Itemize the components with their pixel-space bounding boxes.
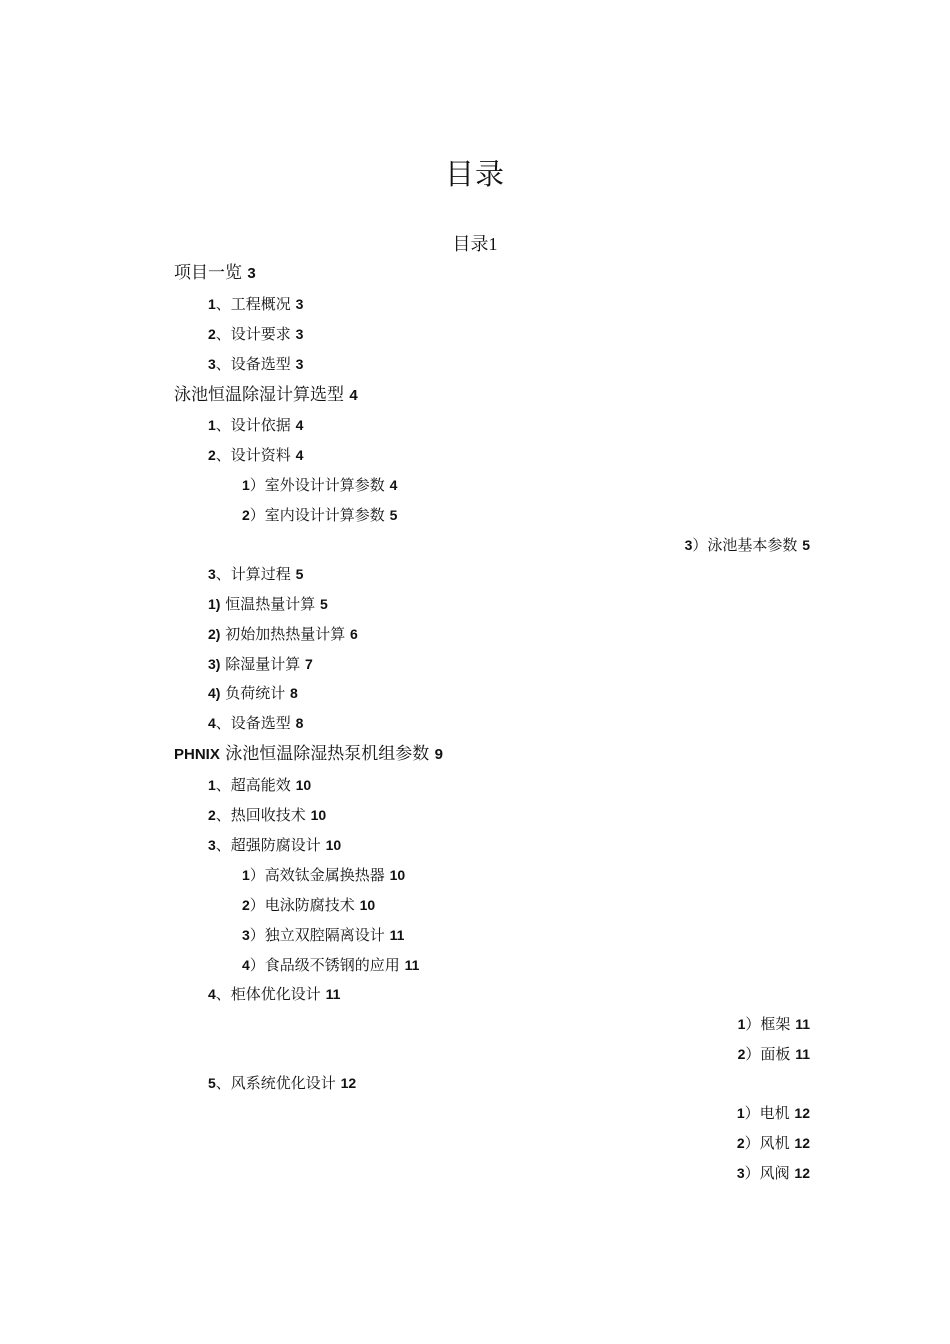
- entry-text: 负荷统计: [225, 684, 286, 702]
- entry-page: 11: [404, 957, 420, 973]
- toc-heading: [0, 230, 950, 256]
- entry-page: 11: [795, 1016, 810, 1032]
- entry-page: 6: [350, 626, 358, 642]
- toc-entry[interactable]: [208, 445, 303, 465]
- toc-entry[interactable]: [208, 594, 328, 614]
- entry-text: ）泳池基本参数: [692, 536, 798, 554]
- toc-entry[interactable]: [208, 564, 303, 584]
- entry-page: 11: [795, 1046, 810, 1062]
- entry-page: 3: [295, 326, 304, 342]
- entry-page: 5: [320, 596, 328, 612]
- entry-page: 8: [290, 685, 298, 701]
- entry-page: 8: [295, 715, 304, 731]
- toc-entry[interactable]: [208, 835, 341, 855]
- entry-text: 、风系统优化设计: [215, 1074, 336, 1092]
- entry-mark: 1: [242, 477, 250, 493]
- entry-text: 项目一览: [174, 263, 242, 283]
- toc-entry[interactable]: [242, 955, 419, 975]
- entry-text: 泳池恒温除湿热泵机组参数: [225, 744, 430, 764]
- entry-mark: 2: [208, 807, 216, 823]
- entry-page: 4: [389, 477, 398, 493]
- toc-heading-text: 目录: [452, 234, 489, 255]
- toc-entry[interactable]: [737, 1133, 810, 1153]
- toc-entry[interactable]: [208, 354, 303, 374]
- entry-page: 3: [295, 356, 304, 372]
- entry-mark: 4: [208, 986, 216, 1002]
- toc-entry[interactable]: [208, 415, 303, 435]
- entry-mark: 1: [208, 777, 216, 793]
- entry-mark: 1: [737, 1016, 746, 1032]
- toc-entry[interactable]: [208, 775, 311, 795]
- entry-page: 12: [794, 1105, 810, 1121]
- toc-entry[interactable]: [737, 1163, 810, 1183]
- toc-entry[interactable]: [174, 743, 443, 766]
- toc-entry[interactable]: [208, 683, 298, 703]
- entry-mark: 2: [242, 507, 250, 523]
- entry-mark: 4: [242, 957, 250, 973]
- entry-text: 初始加热热量计算: [225, 625, 346, 643]
- entry-text: 恒温热量计算: [225, 595, 316, 613]
- entry-text: 、计算过程: [215, 565, 291, 583]
- entry-text: ）食品级不锈钢的应用: [249, 956, 400, 974]
- toc-entry[interactable]: [208, 1073, 356, 1093]
- entry-text: 、设计要求: [215, 325, 291, 343]
- entry-text: ）电泳防腐技术: [249, 896, 355, 914]
- entry-page: 5: [802, 537, 810, 553]
- entry-mark: 3: [208, 356, 216, 372]
- entry-page: 4: [295, 417, 304, 433]
- entry-text: 、设计依据: [215, 416, 291, 434]
- entry-text: 、设备选型: [215, 714, 291, 732]
- toc-entry[interactable]: [208, 654, 313, 674]
- entry-page: 11: [325, 986, 341, 1002]
- entry-mark: 1: [208, 296, 216, 312]
- toc-entry[interactable]: [208, 324, 303, 344]
- entry-mark: 5: [208, 1075, 216, 1091]
- entry-mark: 3: [242, 927, 250, 943]
- entry-text: 、超高能效: [215, 776, 291, 794]
- entry-page: 4: [295, 447, 304, 463]
- entry-text: 、超强防腐设计: [215, 836, 321, 854]
- page-title: 目录: [444, 157, 505, 191]
- entry-mark: 1): [208, 596, 221, 612]
- entry-page: 10: [310, 807, 327, 823]
- entry-mark: 2: [737, 1046, 746, 1062]
- entry-page: 10: [325, 837, 342, 853]
- entry-mark: 2: [242, 897, 250, 913]
- toc-entry[interactable]: [737, 1103, 810, 1123]
- entry-page: 11: [389, 927, 405, 943]
- toc-entry[interactable]: [242, 865, 405, 885]
- entry-page: 10: [389, 867, 406, 883]
- entry-text: ）风机: [744, 1134, 790, 1152]
- entry-mark: 2: [208, 447, 216, 463]
- toc-entry[interactable]: [208, 294, 303, 314]
- entry-mark: 2: [736, 1135, 745, 1151]
- entry-mark: 3: [684, 537, 693, 553]
- entry-text: ）面板: [745, 1045, 791, 1063]
- entry-text: 泳池恒温除湿计算选型: [174, 385, 344, 405]
- entry-text: ）风阀: [744, 1164, 790, 1182]
- entry-page: 10: [359, 897, 376, 913]
- entry-mark: 4): [208, 685, 221, 701]
- toc-entry[interactable]: [208, 984, 340, 1004]
- toc-entry[interactable]: [738, 1044, 810, 1064]
- entry-mark: 1: [208, 417, 216, 433]
- toc-entry[interactable]: [242, 475, 397, 495]
- entry-page: 4: [349, 387, 358, 404]
- toc-entry[interactable]: [174, 262, 256, 285]
- entry-mark: 3: [736, 1165, 745, 1181]
- entry-mark: 3: [208, 566, 216, 582]
- entry-mark: 3: [208, 837, 216, 853]
- entry-mark: 4: [208, 715, 216, 731]
- toc-entry[interactable]: [208, 805, 326, 825]
- toc-heading-page: 1: [488, 234, 498, 254]
- entry-page: 3: [295, 296, 304, 312]
- entry-page: 12: [794, 1165, 810, 1181]
- entry-page: 9: [434, 746, 443, 763]
- entry-page: 10: [295, 777, 312, 793]
- entry-text: ）高效钛金属换热器: [249, 866, 385, 884]
- entry-text: 、工程概况: [215, 295, 291, 313]
- entry-text: 、设备选型: [215, 355, 291, 373]
- entry-text: ）室外设计计算参数: [249, 476, 385, 494]
- entry-mark: PHNIX: [174, 746, 220, 763]
- toc-entry[interactable]: [174, 384, 358, 407]
- toc-entry[interactable]: [242, 895, 375, 915]
- entry-mark: 1: [736, 1105, 745, 1121]
- entry-page: 7: [305, 656, 313, 672]
- entry-text: ）独立双腔隔离设计: [249, 926, 385, 944]
- entry-text: 、热回收技术: [215, 806, 306, 824]
- toc-entry[interactable]: [242, 925, 404, 945]
- entry-page: 12: [794, 1135, 810, 1151]
- entry-page: 5: [389, 507, 398, 523]
- toc-entry[interactable]: [738, 1014, 810, 1034]
- entry-text: ）室内设计计算参数: [249, 506, 385, 524]
- entry-mark: 1: [242, 867, 250, 883]
- toc-entry[interactable]: [685, 535, 810, 555]
- entry-page: 12: [340, 1075, 357, 1091]
- entry-text: ）电机: [744, 1104, 790, 1122]
- entry-page: 5: [295, 566, 304, 582]
- entry-text: 、柜体优化设计: [215, 985, 321, 1003]
- entry-text: 除湿量计算: [225, 655, 301, 673]
- entry-page: 3: [247, 265, 256, 282]
- entry-text: 、设计资料: [215, 446, 291, 464]
- toc-entry[interactable]: [208, 624, 358, 644]
- entry-mark: 3): [208, 656, 221, 672]
- toc-entry[interactable]: [208, 713, 303, 733]
- entry-text: ）框架: [745, 1015, 791, 1033]
- entry-mark: 2): [208, 626, 221, 642]
- toc-entry[interactable]: [242, 505, 397, 525]
- entry-mark: 2: [208, 326, 216, 342]
